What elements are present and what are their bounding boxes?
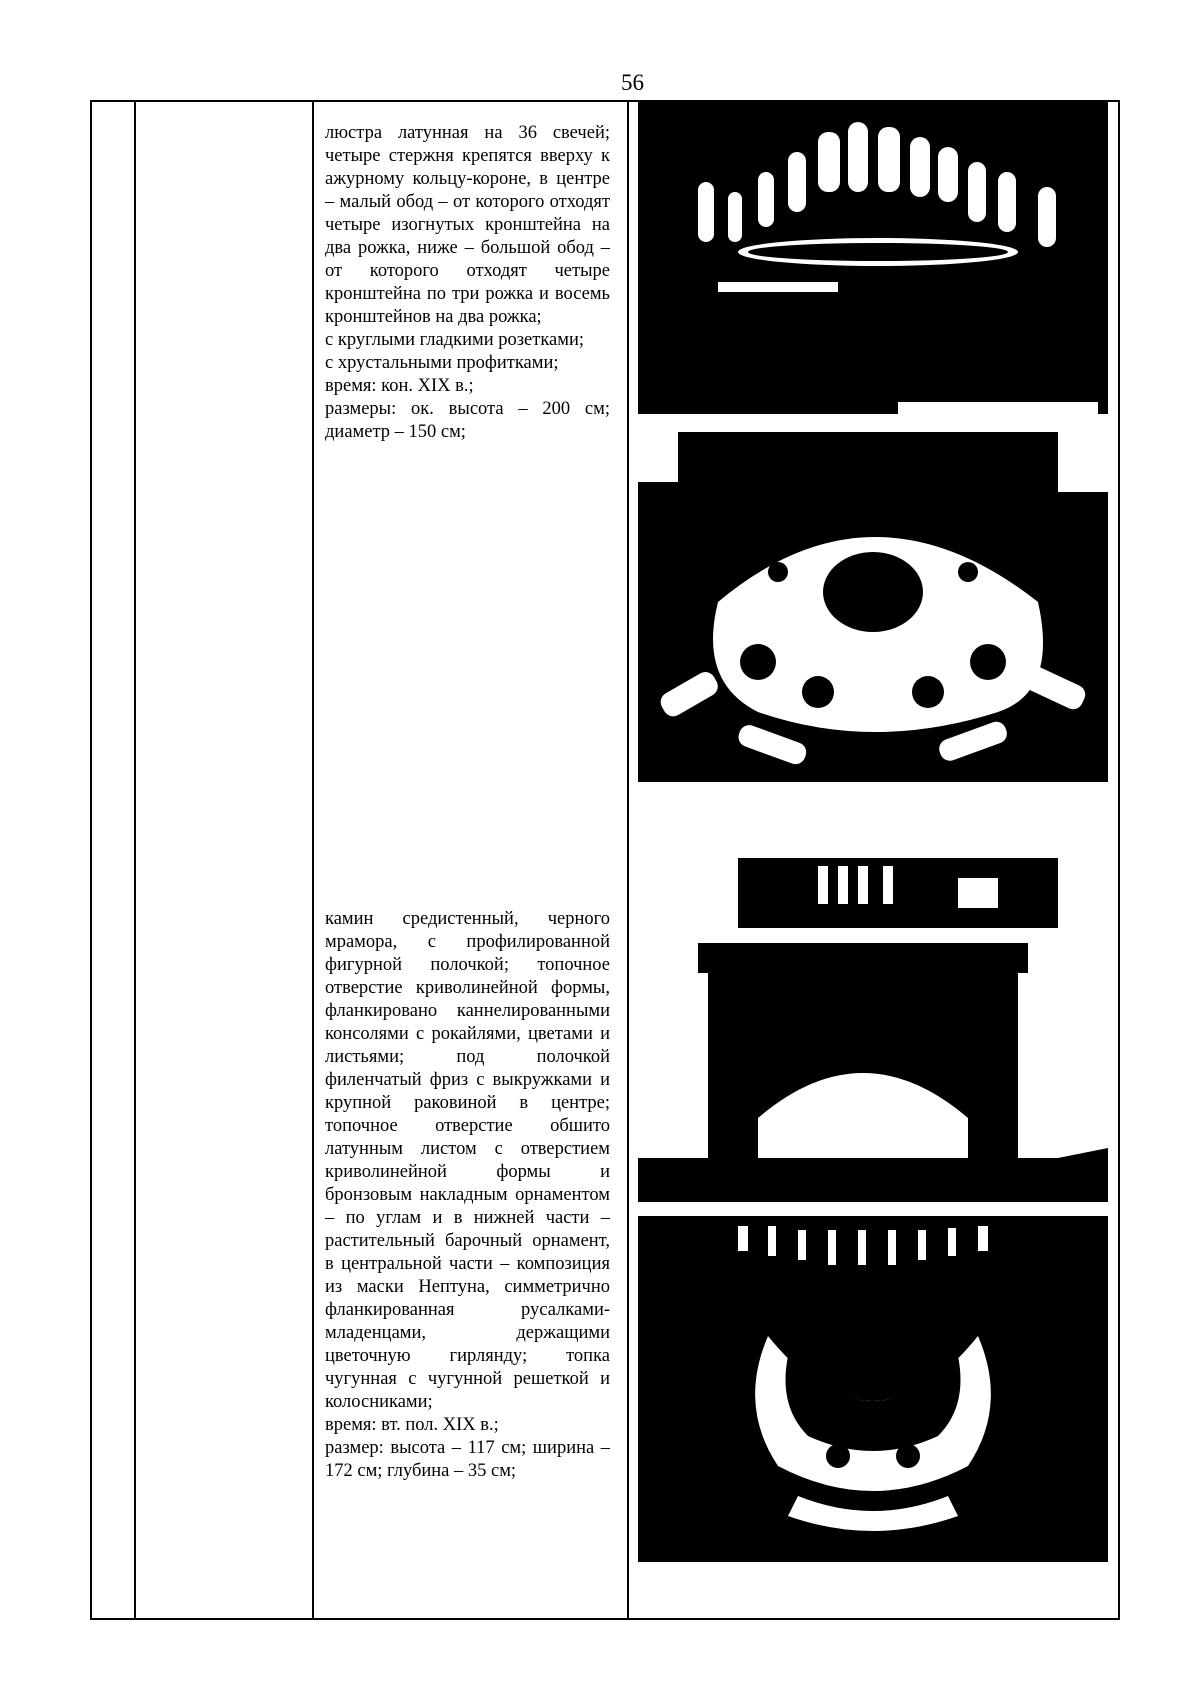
description-line: камин средистенный, черного мрамора, с профилированной фигурной полочкой; топочное отверстие криволинейной формы, фланкировано каннелированными консолями с рокайлями, цветами и листьями; под полочкой филенчатый фриз с выкружками и крупной раковиной в центре; топочное отверстие обшито латунным листом с отверстием криволинейной формы и бронзовым накладным орнаментом – по углам и в нижней части – растительный барочный орнамент, в центральной части – композиция из маски Нептуна, симметрично фланкированная русалками-младенцами, держащими цветочную гирлянду; топка чугунная с чугунной решеткой и колосниками; <box>325 909 610 1412</box>
column-divider <box>627 102 629 1618</box>
description-line: с круглыми гладкими розетками; <box>325 330 585 350</box>
description-line: с хрустальными профитками; <box>325 353 559 373</box>
description-line: размеры: ок. высота – 200 см; диаметр – 150 см; <box>325 399 610 442</box>
column-divider <box>134 102 136 1618</box>
description-line: время: кон. XIX в.; <box>325 376 474 396</box>
description-line: размер: высота – 117 см; ширина – 172 см; глубина – 35 см; <box>325 1438 610 1481</box>
chandelier-photo-overview <box>638 102 1108 414</box>
fireplace-photo-overview <box>638 858 1108 1202</box>
chandelier-photo-detail <box>638 432 1108 782</box>
description-line: люстра латунная на 36 свечей; четыре стержня крепятся вверху к ажурному кольцу-короне, в центре – малый обод – от которого отходят четыре изогнутых кронштейна на два рожка, ниже – большой обод – от которого отходят четыре кронштейна по три рожка и восемь кронштейнов на два рожка; <box>325 123 610 327</box>
inventory-table <box>90 100 1120 1620</box>
description-line: время: вт. пол. XIX в.; <box>325 1415 499 1435</box>
fireplace-description <box>325 908 610 1483</box>
fireplace-photo-detail <box>638 1216 1108 1562</box>
page-number: 56 <box>621 70 644 95</box>
chandelier-description <box>325 122 610 444</box>
column-divider <box>312 102 314 1618</box>
